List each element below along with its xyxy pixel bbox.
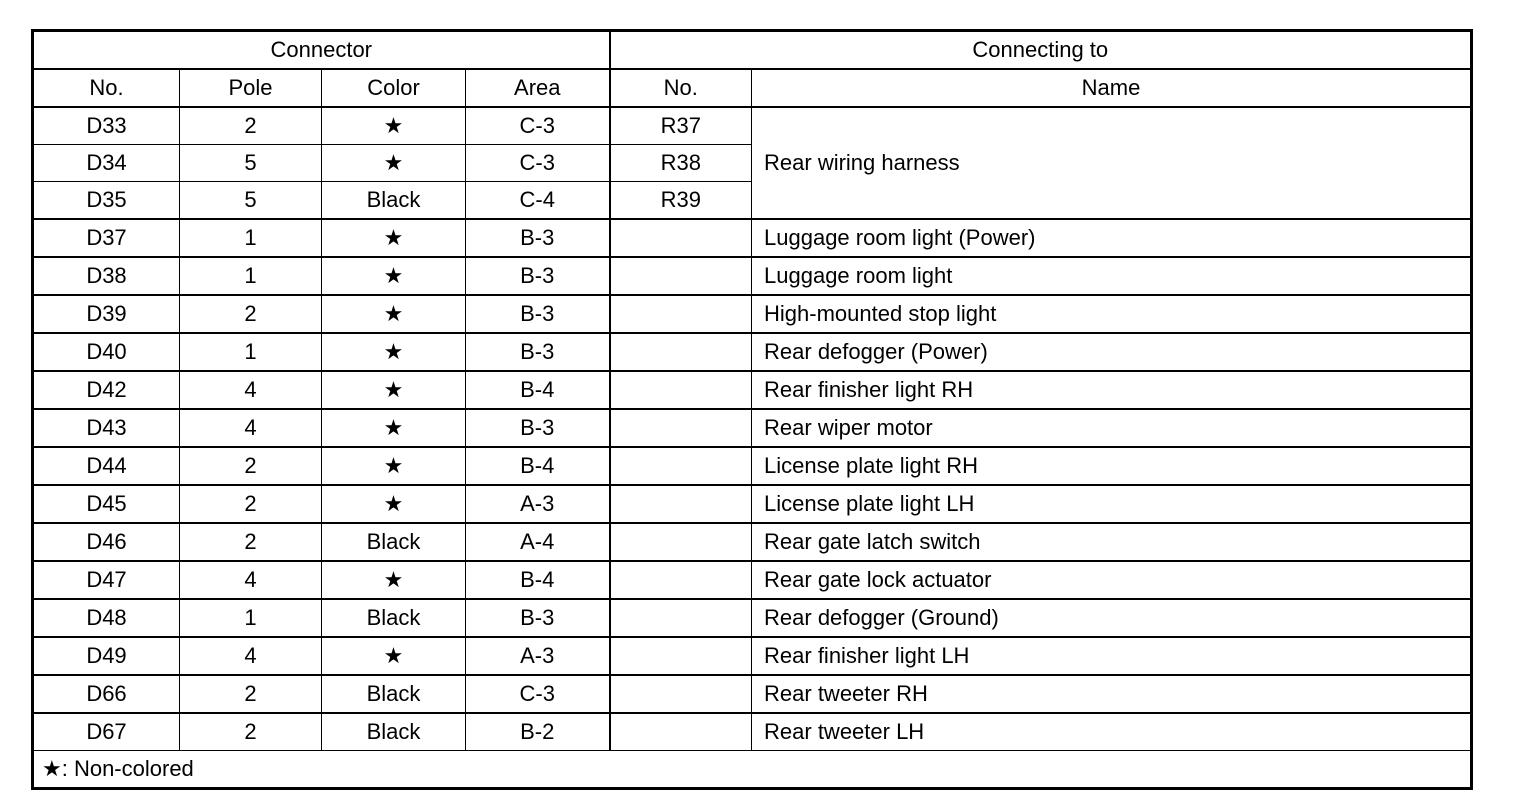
cell-name: License plate light LH bbox=[752, 485, 1472, 523]
cell-no: D35 bbox=[33, 182, 180, 220]
cell-area: B-2 bbox=[466, 713, 610, 751]
cell-no: D66 bbox=[33, 675, 180, 713]
cell-name: Rear wiper motor bbox=[752, 409, 1472, 447]
cell-no: D49 bbox=[33, 637, 180, 675]
header-connecting-no: No. bbox=[610, 69, 752, 107]
cell-no: D46 bbox=[33, 523, 180, 561]
table-row bbox=[33, 523, 1472, 561]
cell-name: Rear finisher light LH bbox=[752, 637, 1472, 675]
cell-area: C-3 bbox=[466, 107, 610, 145]
cell-area: B-3 bbox=[466, 257, 610, 295]
cell-pole: 2 bbox=[180, 675, 322, 713]
table-row bbox=[33, 599, 1472, 637]
cell-connecting-no bbox=[610, 257, 752, 295]
header-connecting-to: Connecting to bbox=[610, 31, 1472, 70]
cell-pole: 5 bbox=[180, 145, 322, 182]
table-row bbox=[33, 675, 1472, 713]
cell-color: Black bbox=[322, 713, 466, 751]
header-group-row bbox=[33, 31, 1472, 70]
cell-connecting-no bbox=[610, 523, 752, 561]
cell-color: ★ bbox=[322, 409, 466, 447]
cell-name: Luggage room light (Power) bbox=[752, 219, 1472, 257]
table-row bbox=[33, 107, 1472, 145]
cell-color: Black bbox=[322, 599, 466, 637]
cell-name-merged: Rear wiring harness bbox=[752, 107, 1472, 219]
table-row bbox=[33, 295, 1472, 333]
cell-area: A-3 bbox=[466, 485, 610, 523]
cell-connecting-no bbox=[610, 295, 752, 333]
cell-color: ★ bbox=[322, 257, 466, 295]
cell-no: D39 bbox=[33, 295, 180, 333]
table-row bbox=[33, 371, 1472, 409]
cell-name: Rear tweeter LH bbox=[752, 713, 1472, 751]
cell-area: B-3 bbox=[466, 599, 610, 637]
cell-area: C-3 bbox=[466, 145, 610, 182]
regular-rows bbox=[33, 219, 1472, 751]
cell-no: D40 bbox=[33, 333, 180, 371]
cell-no: D34 bbox=[33, 145, 180, 182]
cell-color: ★ bbox=[322, 333, 466, 371]
cell-pole: 1 bbox=[180, 599, 322, 637]
cell-no: D37 bbox=[33, 219, 180, 257]
cell-no: D43 bbox=[33, 409, 180, 447]
header-column-row bbox=[33, 69, 1472, 107]
cell-name: Rear finisher light RH bbox=[752, 371, 1472, 409]
cell-area: B-3 bbox=[466, 295, 610, 333]
cell-pole: 2 bbox=[180, 485, 322, 523]
cell-no: D47 bbox=[33, 561, 180, 599]
cell-pole: 1 bbox=[180, 333, 322, 371]
table-row bbox=[33, 257, 1472, 295]
cell-connecting-no bbox=[610, 485, 752, 523]
cell-name: License plate light RH bbox=[752, 447, 1472, 485]
footnote-row bbox=[33, 751, 1472, 789]
cell-pole: 4 bbox=[180, 561, 322, 599]
table-row bbox=[33, 485, 1472, 523]
cell-color: ★ bbox=[322, 295, 466, 333]
cell-name: High-mounted stop light bbox=[752, 295, 1472, 333]
cell-area: C-4 bbox=[466, 182, 610, 220]
cell-color: ★ bbox=[322, 637, 466, 675]
cell-name: Rear tweeter RH bbox=[752, 675, 1472, 713]
cell-pole: 2 bbox=[180, 523, 322, 561]
cell-area: A-3 bbox=[466, 637, 610, 675]
cell-name: Rear gate latch switch bbox=[752, 523, 1472, 561]
cell-pole: 4 bbox=[180, 409, 322, 447]
cell-connecting-no bbox=[610, 675, 752, 713]
cell-color: ★ bbox=[322, 447, 466, 485]
table-row bbox=[33, 637, 1472, 675]
table-row bbox=[33, 561, 1472, 599]
table-row bbox=[33, 713, 1472, 751]
header-pole: Pole bbox=[180, 69, 322, 107]
cell-name: Luggage room light bbox=[752, 257, 1472, 295]
cell-connecting-no: R39 bbox=[610, 182, 752, 220]
cell-connecting-no bbox=[610, 409, 752, 447]
table-row bbox=[33, 333, 1472, 371]
header-area: Area bbox=[466, 69, 610, 107]
cell-area: B-3 bbox=[466, 333, 610, 371]
header-name: Name bbox=[752, 69, 1472, 107]
cell-color: ★ bbox=[322, 485, 466, 523]
cell-pole: 2 bbox=[180, 107, 322, 145]
cell-connecting-no bbox=[610, 637, 752, 675]
cell-area: C-3 bbox=[466, 675, 610, 713]
cell-area: B-3 bbox=[466, 409, 610, 447]
cell-no: D42 bbox=[33, 371, 180, 409]
cell-connecting-no: R38 bbox=[610, 145, 752, 182]
table-row bbox=[33, 447, 1472, 485]
cell-color: ★ bbox=[322, 219, 466, 257]
cell-area: B-4 bbox=[466, 447, 610, 485]
cell-no: D33 bbox=[33, 107, 180, 145]
cell-color: ★ bbox=[322, 145, 466, 182]
cell-connecting-no bbox=[610, 561, 752, 599]
cell-no: D48 bbox=[33, 599, 180, 637]
cell-color: ★ bbox=[322, 107, 466, 145]
cell-pole: 1 bbox=[180, 219, 322, 257]
cell-pole: 4 bbox=[180, 637, 322, 675]
cell-pole: 5 bbox=[180, 182, 322, 220]
cell-connecting-no bbox=[610, 371, 752, 409]
cell-pole: 1 bbox=[180, 257, 322, 295]
cell-pole: 2 bbox=[180, 295, 322, 333]
cell-name: Rear defogger (Power) bbox=[752, 333, 1472, 371]
cell-area: A-4 bbox=[466, 523, 610, 561]
header-connector: Connector bbox=[33, 31, 610, 70]
cell-name: Rear defogger (Ground) bbox=[752, 599, 1472, 637]
connector-table bbox=[31, 29, 1473, 790]
cell-no: D38 bbox=[33, 257, 180, 295]
cell-connecting-no bbox=[610, 333, 752, 371]
header-no: No. bbox=[33, 69, 180, 107]
footnote: ★: Non-colored bbox=[33, 751, 1472, 789]
cell-connecting-no bbox=[610, 219, 752, 257]
cell-no: D44 bbox=[33, 447, 180, 485]
cell-color: ★ bbox=[322, 561, 466, 599]
cell-no: D67 bbox=[33, 713, 180, 751]
cell-no: D45 bbox=[33, 485, 180, 523]
cell-pole: 4 bbox=[180, 371, 322, 409]
cell-connecting-no bbox=[610, 447, 752, 485]
cell-pole: 2 bbox=[180, 447, 322, 485]
cell-color: ★ bbox=[322, 371, 466, 409]
cell-color: Black bbox=[322, 523, 466, 561]
cell-connecting-no: R37 bbox=[610, 107, 752, 145]
cell-connecting-no bbox=[610, 599, 752, 637]
table-row bbox=[33, 219, 1472, 257]
header-color: Color bbox=[322, 69, 466, 107]
cell-pole: 2 bbox=[180, 713, 322, 751]
cell-area: B-3 bbox=[466, 219, 610, 257]
table-row bbox=[33, 409, 1472, 447]
cell-color: Black bbox=[322, 675, 466, 713]
cell-area: B-4 bbox=[466, 371, 610, 409]
cell-area: B-4 bbox=[466, 561, 610, 599]
cell-color: Black bbox=[322, 182, 466, 220]
cell-connecting-no bbox=[610, 713, 752, 751]
cell-name: Rear gate lock actuator bbox=[752, 561, 1472, 599]
